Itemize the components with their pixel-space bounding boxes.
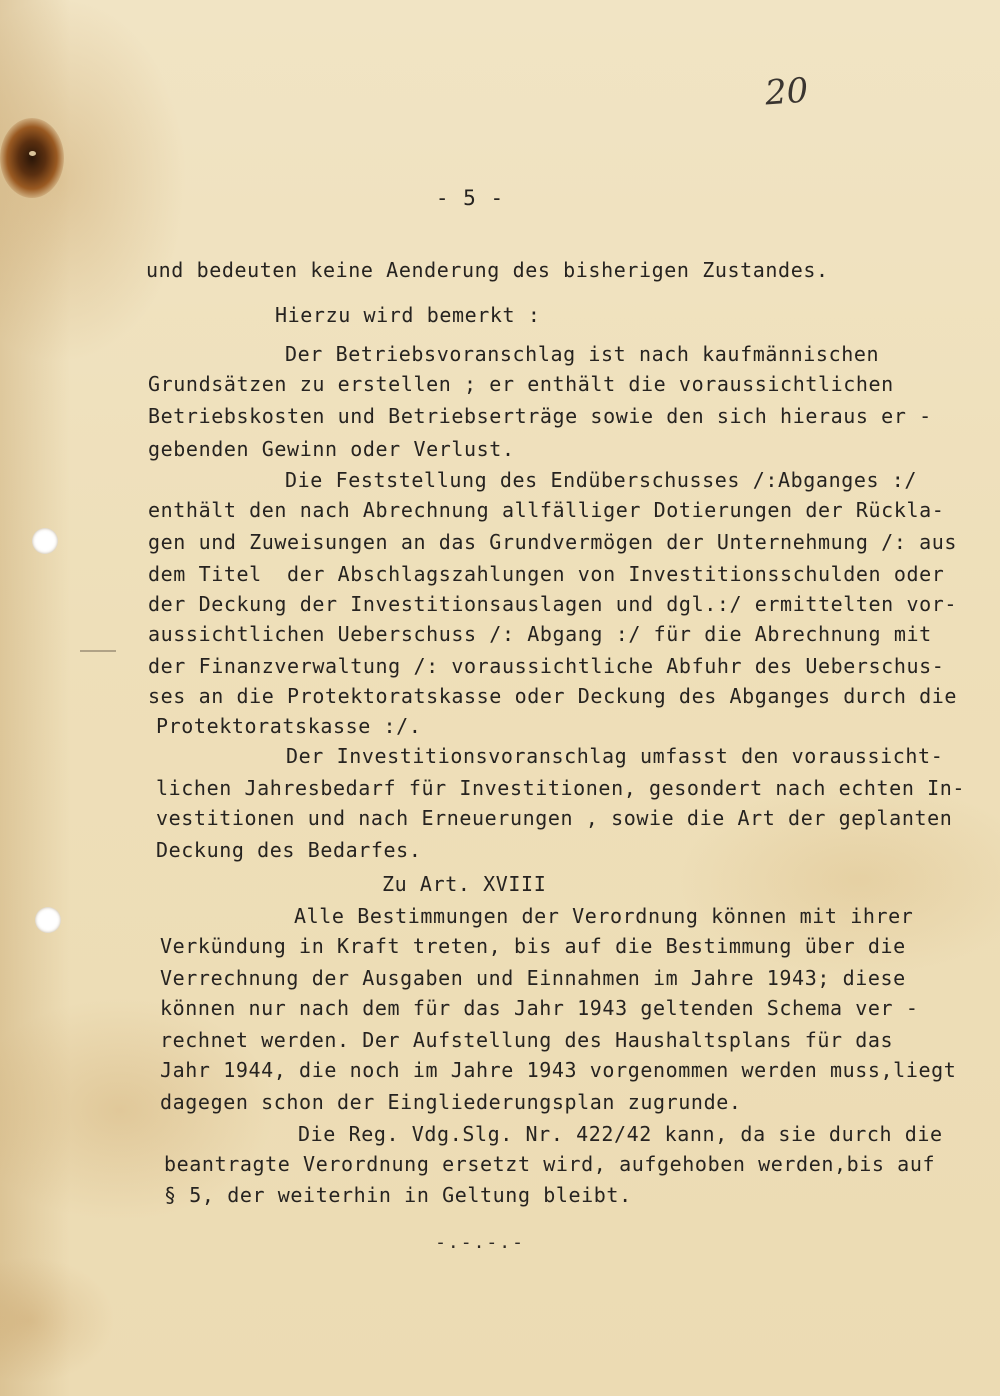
text-line-5: Betriebskosten und Betriebserträge sowie den sich hieraus er -: [148, 404, 932, 428]
text-line-24: können nur nach dem für das Jahr 1943 geltenden Schema ver -: [160, 996, 919, 1020]
text-line-30: § 5, der weiterhin in Geltung bleibt.: [164, 1183, 632, 1207]
page-number: - 5 -: [435, 186, 505, 210]
text-line-7: Die Feststellung des Endüberschusses /:Abganges :/: [285, 468, 918, 492]
text-line-8: enthält den nach Abrechnung allfälliger Dotierungen der Rückla-: [148, 498, 945, 522]
text-line-18: vestitionen und nach Erneuerungen , sowie die Art der geplanten: [156, 806, 953, 830]
text-line-13: der Finanzverwaltung /: voraussichtliche Abfuhr des Ueberschus-: [148, 654, 945, 678]
text-line-29: beantragte Verordnung ersetzt wird, aufgehoben werden,bis auf: [164, 1152, 936, 1176]
text-line-4: Grundsätzen zu erstellen ; er enthält die voraussichtlichen: [148, 372, 894, 396]
text-line-14: ses an die Protektoratskasse oder Deckung des Abganges durch die: [148, 684, 958, 708]
end-mark: -.-.-.-: [435, 1232, 525, 1253]
text-line-19: Deckung des Bedarfes.: [156, 838, 422, 862]
text-line-3: Der Betriebsvoranschlag ist nach kaufmännischen: [285, 342, 880, 366]
text-line-6: gebenden Gewinn oder Verlust.: [148, 437, 515, 461]
text-line-28: Die Reg. Vdg.Slg. Nr. 422/42 kann, da sie durch die: [298, 1122, 943, 1146]
text-line-27: dagegen schon der Eingliederungsplan zugrunde.: [160, 1090, 742, 1114]
text-line-21: Alle Bestimmungen der Verordnung können mit ihrer: [294, 904, 914, 928]
folio-number: 20: [763, 70, 810, 114]
section-heading-art-xviii: Zu Art. XVIII: [382, 872, 547, 896]
text-line-2: Hierzu wird bemerkt :: [275, 303, 541, 327]
text-line-1: und bedeuten keine Aenderung des bisherigen Zustandes.: [146, 258, 829, 282]
text-line-23: Verrechnung der Ausgaben und Einnahmen im Jahre 1943; diese: [160, 966, 906, 990]
text-line-25: rechnet werden. Der Aufstellung des Haushaltsplans für das: [160, 1028, 894, 1052]
text-line-12: aussichtlichen Ueberschuss /: Abgang :/ für die Abrechnung mit: [148, 622, 932, 646]
text-line-17: lichen Jahresbedarf für Investitionen, gesondert nach echten In-: [156, 776, 966, 800]
text-line-22: Verkündung in Kraft treten, bis auf die Bestimmung über die: [160, 934, 906, 958]
text-line-11: der Deckung der Investitionsauslagen und dgl.:/ ermittelten vor-: [148, 592, 958, 616]
text-line-15: Protektoratskasse :/.: [156, 714, 422, 738]
text-line-26: Jahr 1944, die noch im Jahre 1943 vorgenommen werden muss,liegt: [160, 1058, 957, 1082]
text-line-9: gen und Zuweisungen an das Grundvermögen der Unternehmung /: aus: [148, 530, 958, 554]
text-line-16: Der Investitionsvoranschlag umfasst den voraussicht-: [286, 744, 944, 768]
text-line-10: dem Titel der Abschlagszahlungen von Investitionsschulden oder: [148, 562, 945, 586]
